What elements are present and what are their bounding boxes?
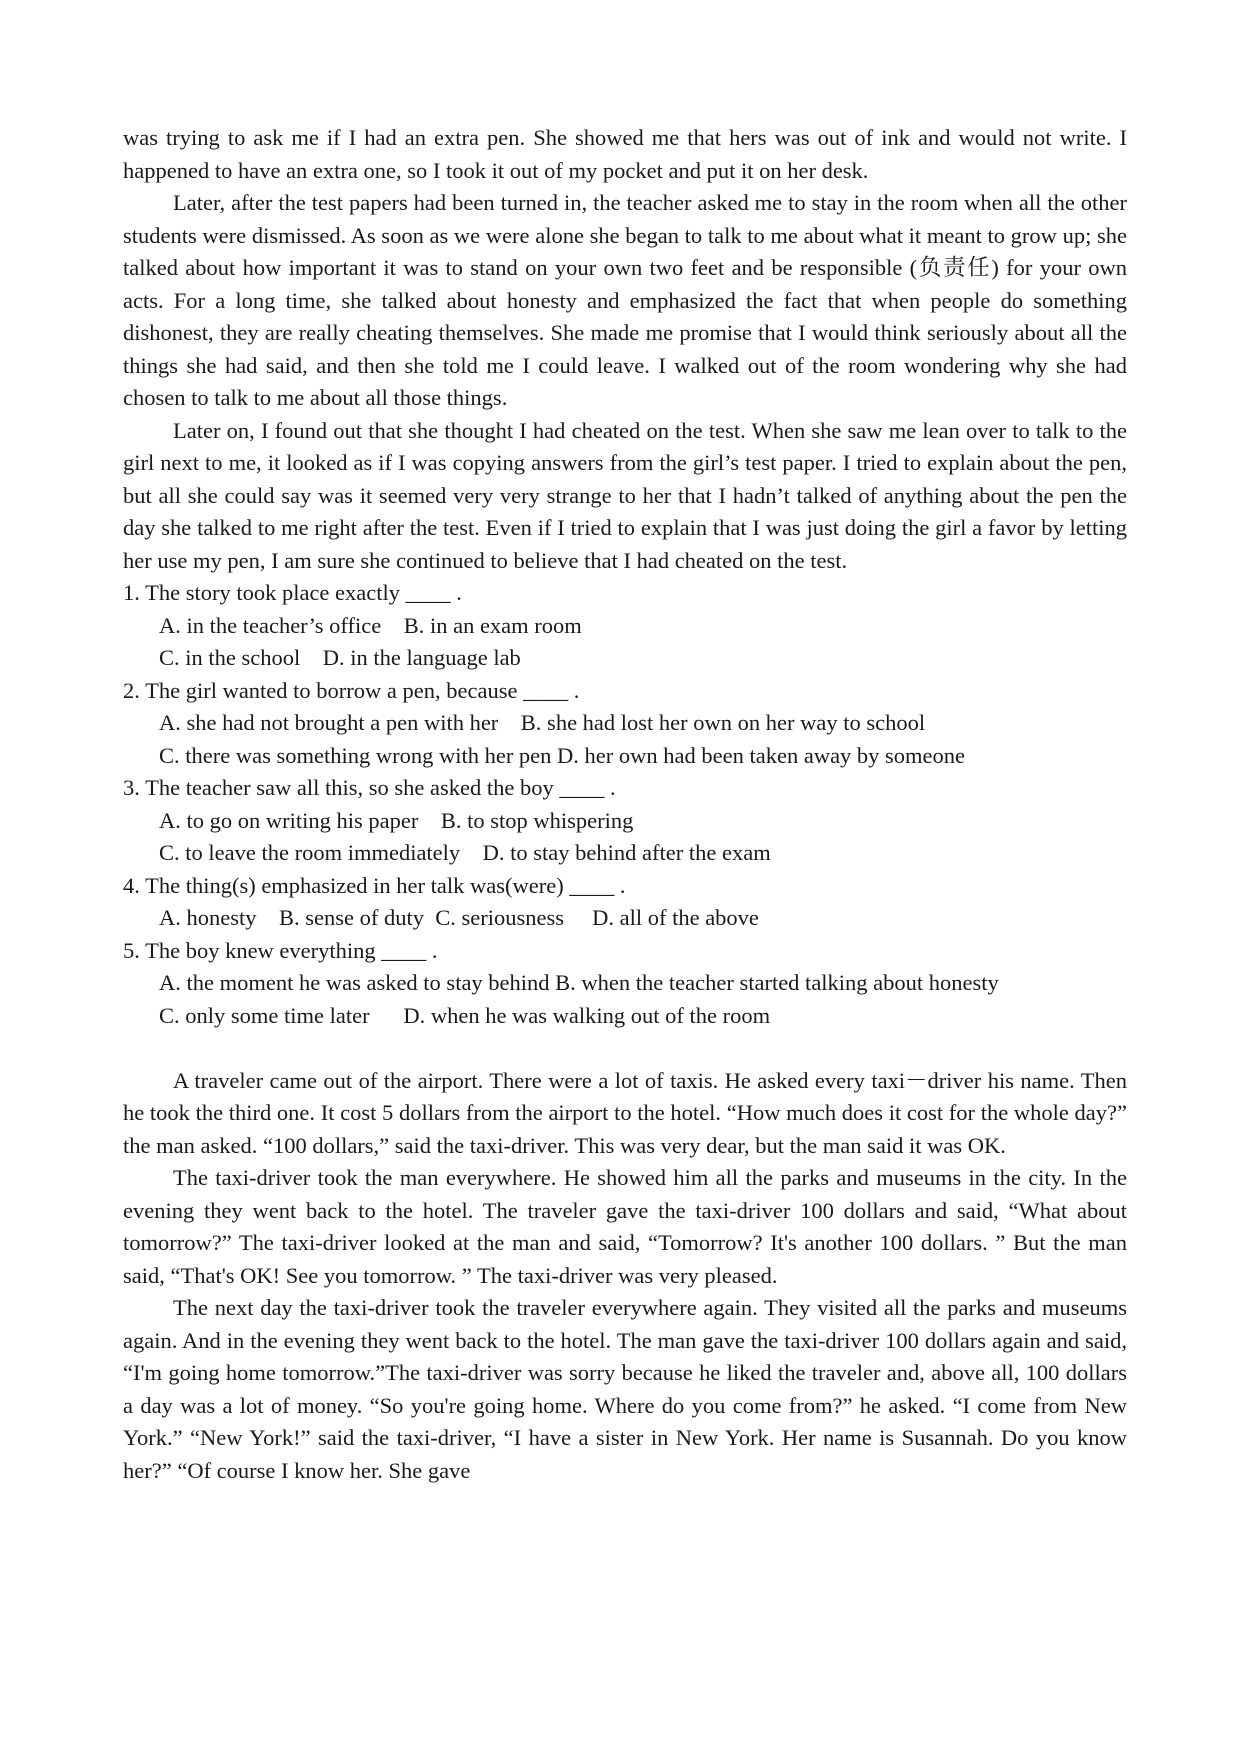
question-options: C. to leave the room immediately D. to stay behind after the exam [159, 840, 771, 865]
question-stem: 2. The girl wanted to borrow a pen, because ____ . [123, 677, 580, 703]
paragraph: Later on, I found out that she thought I had cheated on the test. When she saw me lean over to talk to the girl next to me, it looked as if I was copying answers from the girl’s test paper. I tried to explain about the pen, but all she could say was it seemed very very strange to her that I hadn’t talked of anything about the pen the day she talked to me right after the test. Even if I tried to explain that I was just doing the girl a favor by letting her use my pen, I am sure she continued to believe that I had cheated on the test. [123, 417, 1127, 573]
question-options: A. the moment he was asked to stay behind B. when the teacher started talking about honesty [159, 970, 999, 995]
question-options: C. only some time later D. when he was walking out of the room [159, 1002, 771, 1028]
paragraph: The next day the taxi-driver took the traveler everywhere again. They visited all the parks and museums again. And in the evening they went back to the hotel. The man gave the taxi-driver 100 dollars again and said, “I'm going home tomorrow.”The taxi-driver was sorry because he liked the traveler and, above all, 100 dollars a day was a lot of money. “So you're going home. Where do you come from?” he asked. “I come from New York.” “New York!” said the taxi-driver, “I have a sister in New York. Her name is Susannah. Do you know her?” “Of course I know her. She gave [123, 1295, 1127, 1483]
question-list [123, 577, 1127, 1032]
question-2 [123, 675, 1127, 773]
paragraph: The taxi-driver took the man everywhere. He showed him all the parks and museums in the city. In the evening they went back to the hotel. The traveler gave the taxi-driver 100 dollars and said, “What about tomorrow?” The taxi-driver looked at the man and said, “Tomorrow? It's another 100 dollars. ” But the man said, “That's OK! See you tomorrow. ” The taxi-driver was very pleased. [123, 1165, 1127, 1288]
question-options: C. there was something wrong with her pen D. her own had been taken away by someone [159, 742, 966, 768]
question-options: A. she had not brought a pen with her B. she had lost her own on her way to school [159, 710, 926, 735]
paragraph: Later, after the test papers had been turned in, the teacher asked me to stay in the room when all the other students were dismissed. As soon as we were alone she began to talk to me about what it meant to grow up; she talked about how important it was to stand on your own two feet and be responsible (负责任) for your own acts. For a long time, she talked about honesty and emphasized the fact that when people do something dishonest, they are really cheating themselves. She made me promise that I would think seriously about all the things she had said, and then she told me I could leave. I walked out of the room wondering why she had chosen to talk to me about all those things. [123, 190, 1127, 410]
paragraph: was trying to ask me if I had an extra pen. She showed me that hers was out of ink and would not write. I happened to have an extra one, so I took it out of my pocket and put it on her desk. [123, 125, 1127, 183]
passage-two [123, 1065, 1127, 1488]
question-5 [123, 935, 1127, 1033]
question-options: A. honesty B. sense of duty C. seriousness D. all of the above [159, 905, 759, 930]
question-options: A. in the teacher’s office B. in an exam room [159, 612, 582, 638]
passage-one [123, 122, 1127, 577]
question-options: C. in the school D. in the language lab [159, 645, 521, 670]
question-stem: 4. The thing(s) emphasized in her talk was(were) ____ . [123, 872, 626, 898]
question-stem: 1. The story took place exactly ____ . [123, 580, 462, 605]
question-1 [123, 577, 1127, 675]
question-4 [123, 870, 1127, 935]
section-spacer [123, 1032, 1127, 1065]
paragraph: A traveler came out of the airport. There were a lot of taxis. He asked every taxi－driver his name. Then he took the third one. It cost 5 dollars from the airport to the hotel. “How much does it cost for the whole day?” the man asked. “100 dollars,” said the taxi-driver. This was very dear, but the man said it was OK. [123, 1067, 1127, 1158]
question-options: A. to go on writing his paper B. to stop whispering [159, 807, 634, 833]
question-stem: 3. The teacher saw all this, so she asked the boy ____ . [123, 775, 616, 800]
question-stem: 5. The boy knew everything ____ . [123, 937, 438, 963]
question-3 [123, 772, 1127, 870]
